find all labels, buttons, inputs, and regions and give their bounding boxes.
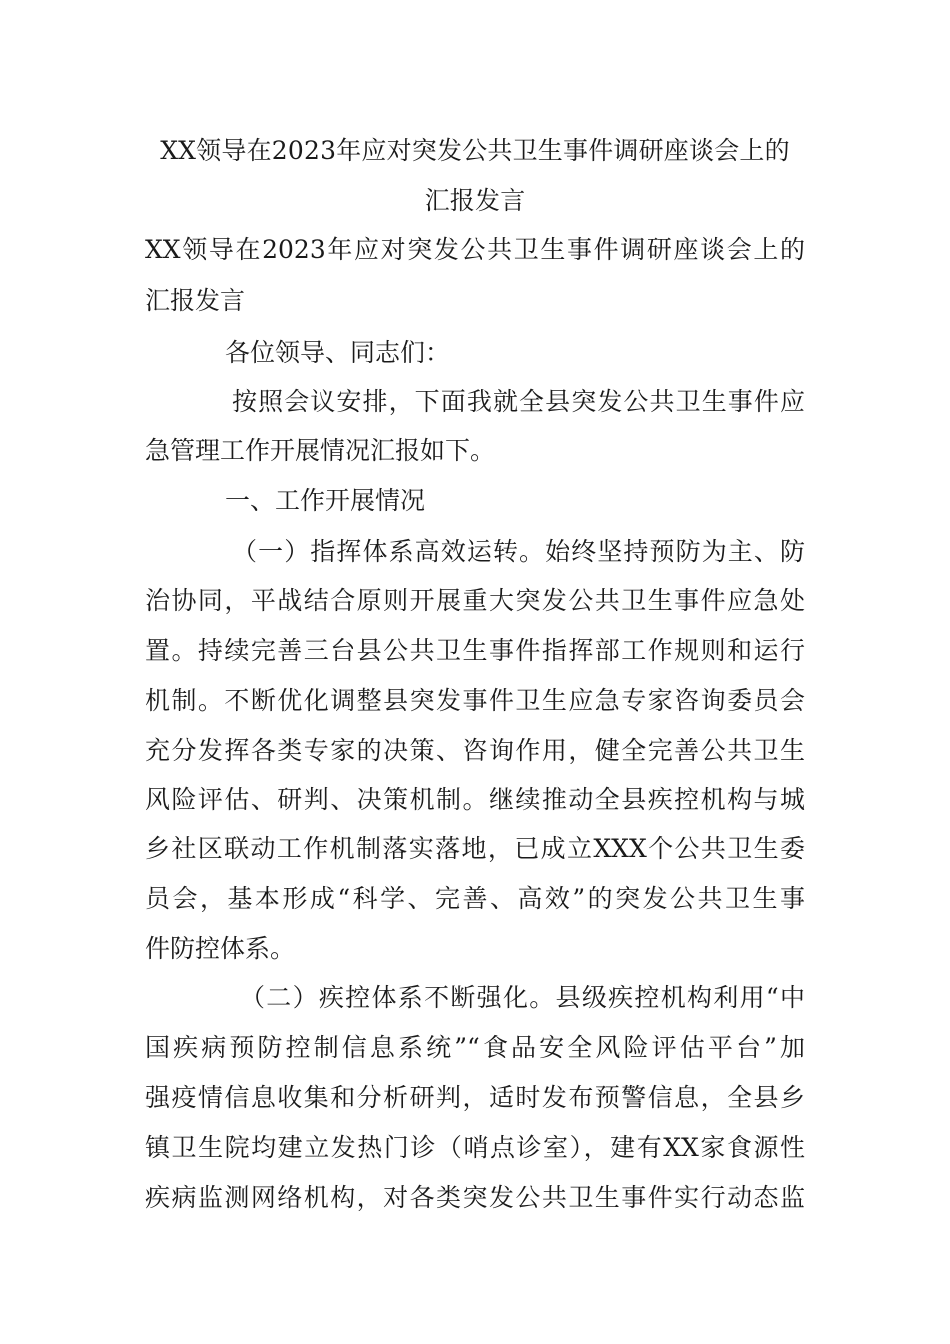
paragraph-2-line: 强疫情信息收集和分析研判，适时发布预警信息，全县乡 [145,1083,805,1112]
paragraph-2-line: 国疾病预防控制信息系统”“食品安全风险评估平台”加 [145,1033,805,1062]
intro-line-1: 按照会议安排，下面我就全县突发公共卫生事件应 [232,387,805,416]
paragraph-1-line: 件防控体系。 [145,934,296,963]
paragraph-2-line: （二）疾控体系不断强化。县级疾控机构利用“中 [240,983,805,1012]
paragraph-1-line: （一）指挥体系高效运转。始终坚持预防为主、防 [232,537,805,566]
paragraph-1-line: 置。持续完善三台县公共卫生事件指挥部工作规则和运行 [145,636,805,665]
paragraph-2-line: 疾病监测网络机构，对各类突发公共卫生事件实行动态监 [145,1183,805,1212]
paragraph-1-line: 治协同，平战结合原则开展重大突发公共卫生事件应急处 [145,586,805,615]
paragraph-1-line: 充分发挥各类专家的决策、咨询作用，健全完善公共卫生 [145,736,805,765]
centered-title-line-1: XX领导在2023年应对突发公共卫生事件调研座谈会上的 [160,136,790,165]
paragraph-1-line: 机制。不断优化调整县突发事件卫生应急专家咨询委员会 [145,686,805,715]
paragraph-2-line: 镇卫生院均建立发热门诊（哨点诊室），建有XX家食源性 [145,1133,805,1162]
paragraph-1-line: 风险评估、研判、决策机制。继续推动全县疾控机构与城 [145,785,805,814]
section-1-heading: 一、工作开展情况 [225,486,426,515]
repeat-title-line-1: XX领导在2023年应对突发公共卫生事件调研座谈会上的 [145,235,805,264]
repeat-title-line-2: 汇报发言 [145,286,246,315]
paragraph-1-line: 乡社区联动工作机制落实落地，已成立XXX个公共卫生委 [145,834,805,863]
centered-title-line-2: 汇报发言 [424,186,526,215]
paragraph-1-line: 员会，基本形成“科学、完善、高效”的突发公共卫生事 [145,884,805,913]
intro-line-2: 急管理工作开展情况汇报如下。 [145,436,496,465]
salutation: 各位领导、同志们： [225,338,451,367]
